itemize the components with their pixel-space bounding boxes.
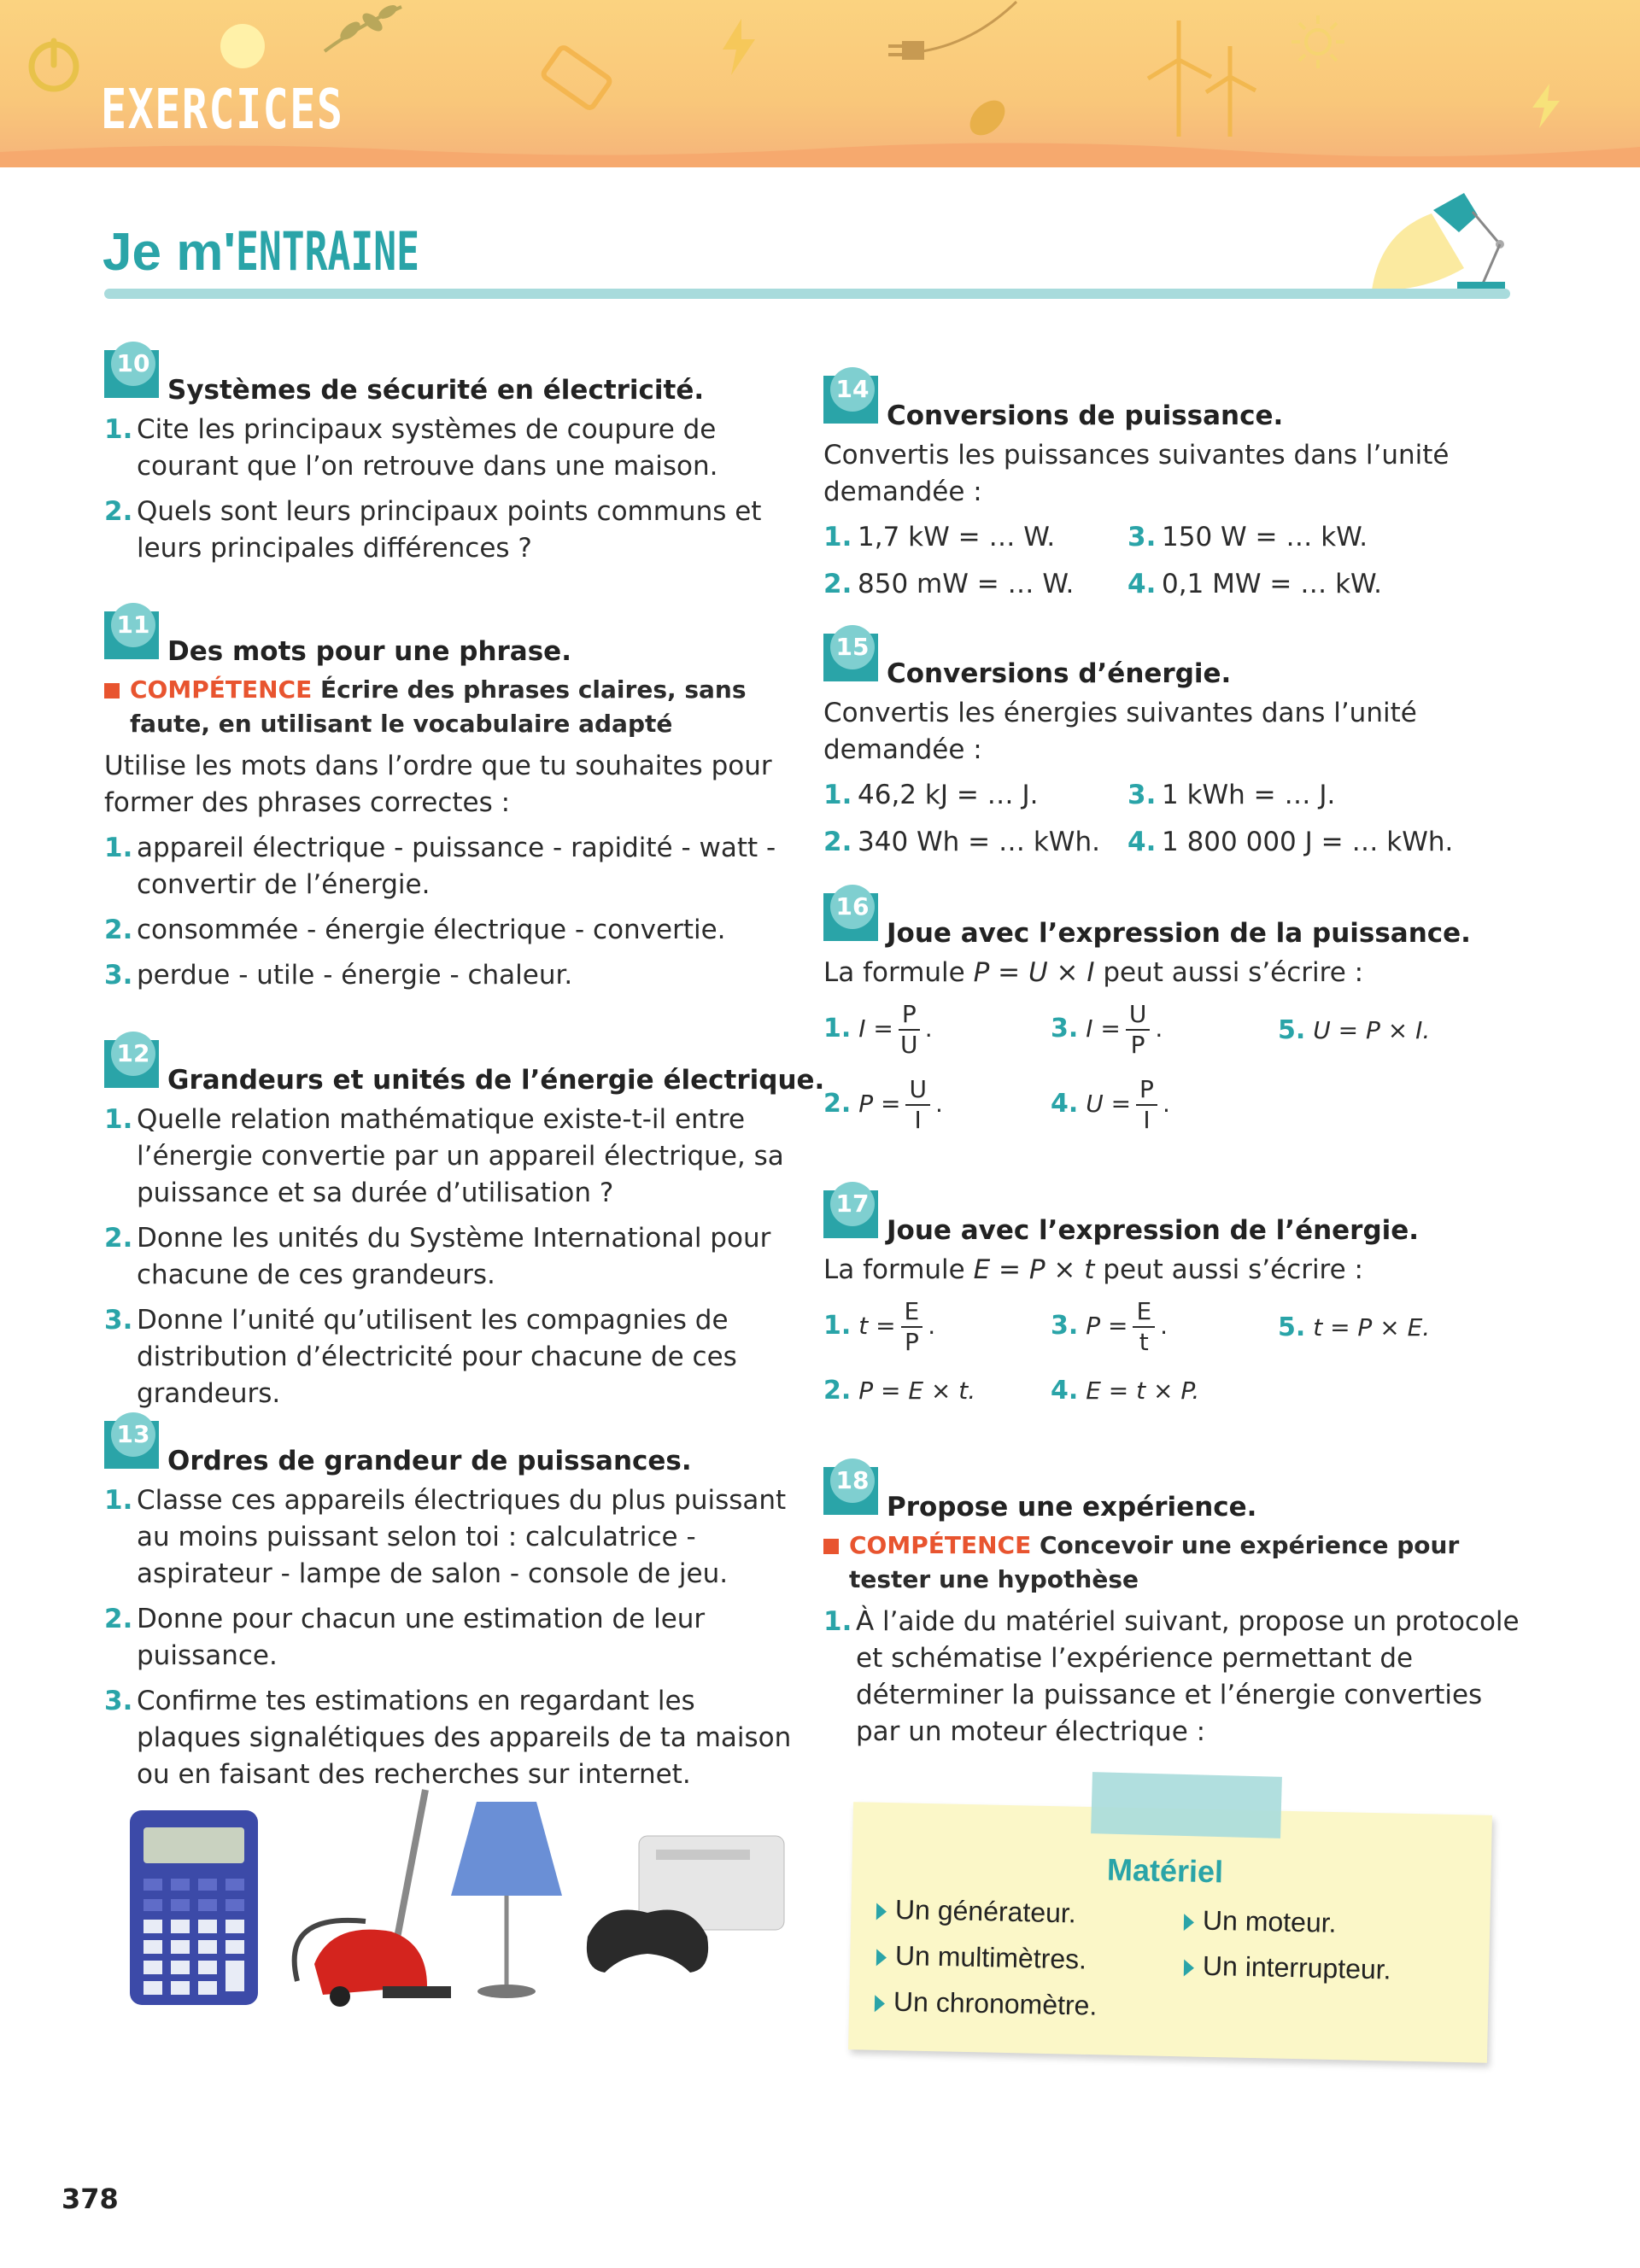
section-rule (104, 289, 1510, 299)
exercise-17 (823, 1190, 1532, 1423)
competence-note: COMPÉTENCE Écrire des phrases claires, sans faute, en utilisant le vocabulaire adapté (104, 673, 796, 741)
exercise-title: Conversions de puissance. (887, 400, 1284, 431)
arrow-icon (876, 1903, 887, 1920)
formula-item: 3. P = $\frac{E}{t}$ . (1051, 1297, 1168, 1356)
list-item: 4. 0,1 MW = … kW. (1128, 569, 1382, 599)
page-number: 378 (62, 2183, 119, 2215)
exercise-badge: 11 (104, 611, 159, 659)
list-item: 1. Cite les principaux systèmes de coupure de courant que l’on retrouve dans une maison. (104, 414, 718, 482)
appliance-photos (109, 1785, 793, 2032)
list-item: 3. 150 W = … kW. (1128, 522, 1368, 552)
list-item: 2. 850 mW = … W. (823, 569, 1075, 599)
header-banner (0, 0, 1640, 167)
formula-item: 2. P = $\frac{U}{I}$ . (823, 1075, 943, 1134)
exercise-18 (823, 1467, 1532, 1759)
exercise-badge: 18 (823, 1467, 878, 1515)
exercise-title: Conversions d’énergie. (887, 658, 1232, 689)
list-item: 1. Quelle relation mathématique existe-t-il entre l’énergie convertie par un appareil électrique, sa puissance et sa durée d’utilisation ? (104, 1104, 784, 1208)
formula-item: 4. E = t × P. (1051, 1376, 1200, 1406)
arrow-icon (876, 1949, 887, 1966)
exercise-intro: La formule P = U × I peut aussi s’écrire : (823, 957, 1364, 988)
arrow-icon (1184, 1959, 1194, 1976)
leaf-branch-icon (316, 0, 410, 60)
exercise-15 (823, 634, 1532, 861)
list-item: 1. Classe ces appareils électriques du plus puissant au moins puissant selon toi : calculatrice - aspirateur - lampe de salon - console de jeu. (104, 1485, 787, 1589)
list-item: 1. 46,2 kJ = … J. (823, 780, 1039, 810)
list-item: 3. perdue - utile - énergie - chaleur. (104, 960, 573, 991)
exercise-11 (104, 611, 796, 1002)
exercise-title: Propose une expérience. (887, 1492, 1257, 1523)
lightbulb-icon (205, 17, 273, 85)
exercise-title: Ordres de grandeur de puissances. (167, 1446, 692, 1476)
exercise-intro: Utilise les mots dans l’ordre que tu souhaites pour former des phrases correctes : (104, 751, 772, 818)
formula-item: 1. t = $\frac{E}{P}$ . (823, 1297, 936, 1356)
list-item: 2. consommée - énergie électrique - convertie. (104, 915, 726, 945)
exercise-badge: 15 (823, 634, 878, 681)
exercise-badge: 17 (823, 1190, 878, 1238)
exercise-14 (823, 376, 1532, 603)
formula-item: 5. U = P × I. (1278, 1015, 1431, 1045)
exercise-badge: 12 (104, 1040, 159, 1088)
exercise-13 (104, 1421, 796, 1802)
materiel-item: Un interrupteur. (1184, 1949, 1391, 1985)
list-item: 2. Donne pour chacun une estimation de leur puissance. (104, 1604, 706, 1671)
plug-icon (871, 0, 1025, 77)
materiel-card (848, 1802, 1492, 2063)
tape-strip (1091, 1772, 1282, 1838)
exercise-badge: 14 (823, 376, 878, 424)
exercise-title: Joue avec l’expression de la puissance. (887, 918, 1471, 949)
arrow-icon (1184, 1914, 1194, 1931)
desk-lamp-icon (1363, 190, 1508, 294)
exercise-title: Systèmes de sécurité en électricité. (167, 375, 705, 406)
exercise-12 (104, 1039, 825, 1421)
lightning-icon-2 (1529, 82, 1563, 130)
exercise-title: Grandeurs et unités de l’énergie électrique. (167, 1065, 825, 1096)
lamp-icon (451, 1802, 562, 1998)
exercise-badge: 16 (823, 893, 878, 941)
exercise-16 (823, 893, 1532, 1150)
materiel-item: Un moteur. (1184, 1904, 1337, 1939)
exercise-intro: Convertis les puissances suivantes dans l’unité demandée : (823, 440, 1450, 507)
formula-item: 1. I = $\frac{P}{U}$ . (823, 1000, 933, 1059)
formula-item: 2. P = E × t. (823, 1376, 976, 1406)
list-item: 3. 1 kWh = … J. (1128, 780, 1336, 810)
section-title-main: ENTRAINE (236, 220, 420, 283)
list-item: 1. appareil électrique - puissance - rapidité - watt - convertir de l’énergie. (104, 833, 776, 900)
sun-icon (1288, 12, 1348, 72)
formula-item: 5. t = P × E. (1278, 1312, 1431, 1342)
list-item: 2. 340 Wh = … kWh. (823, 827, 1100, 857)
materiel-title: Matériel (1106, 1851, 1224, 1890)
list-item: 2. Donne les unités du Système International pour chacune de ces grandeurs. (104, 1223, 771, 1290)
calculator-icon (130, 1810, 258, 2005)
lightning-icon (718, 17, 760, 77)
formula-item: 4. U = $\frac{P}{I}$ . (1051, 1075, 1170, 1134)
formula-item: 3. I = $\frac{U}{P}$ . (1051, 1000, 1163, 1059)
list-item: 1. À l’aide du matériel suivant, propose un protocole et schématise l’expérience permettant de déterminer la puissance et l’énergie converties par un moteur électrique : (823, 1606, 1520, 1747)
exercise-title: Joue avec l’expression de l’énergie. (887, 1215, 1420, 1246)
list-item: 1. 1,7 kW = … W. (823, 522, 1056, 552)
exercise-title: Des mots pour une phrase. (167, 636, 571, 667)
banner-title: EXERCICES (101, 79, 344, 142)
section-title (102, 220, 491, 283)
exercise-badge: 13 (104, 1421, 159, 1469)
materiel-item: Un multimètres. (876, 1939, 1087, 1975)
materiel-item: Un générateur. (876, 1894, 1076, 1930)
section-title-prefix: Je m' (102, 223, 237, 282)
exercise-intro: Convertis les énergies suivantes dans l’unité demandée : (823, 698, 1417, 765)
vacuum-cleaner-icon (295, 1790, 451, 2007)
list-item: 4. 1 800 000 J = … kWh. (1128, 827, 1454, 857)
power-icon (24, 34, 84, 94)
battery-icon (530, 34, 624, 128)
materiel-item: Un chronomètre. (875, 1985, 1098, 2021)
competence-note: COMPÉTENCE Concevoir une expérience pour tester une hypothèse (823, 1529, 1532, 1597)
exercise-badge: 10 (104, 350, 159, 398)
list-item: 3. Donne l’unité qu’utilisent les compagnies de distribution d’électricité pour chacune de ces grandeurs. (104, 1305, 737, 1409)
exercise-intro: La formule E = P × t peut aussi s’écrire : (823, 1254, 1363, 1285)
arrow-icon (875, 1995, 885, 2012)
list-item: 3. Confirme tes estimations en regardant les plaques signalétiques des appareils de ta maison ou en faisant des recherches sur internet. (104, 1686, 792, 1790)
wind-turbine-icon (1136, 9, 1264, 137)
exercise-10 (104, 350, 796, 576)
game-console-icon (587, 1836, 784, 1973)
list-item: 2. Quels sont leurs principaux points communs et leurs principales différences ? (104, 496, 762, 564)
